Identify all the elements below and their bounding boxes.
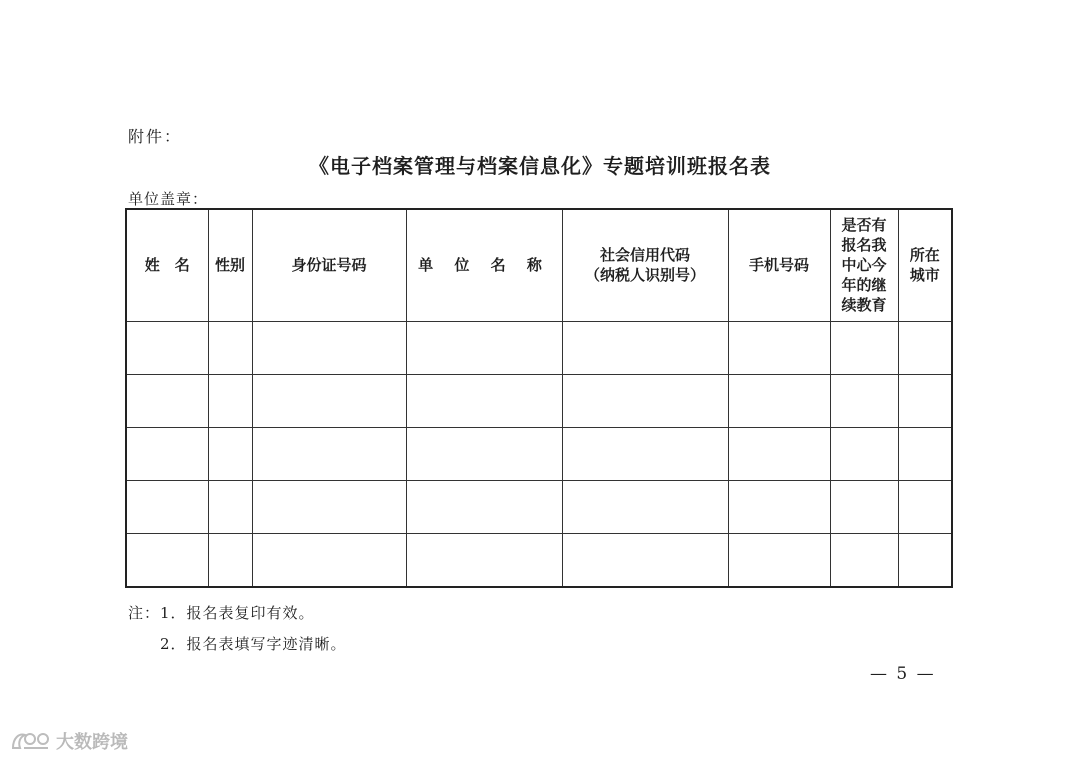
table-cell (562, 534, 728, 587)
col-gender: 性别 (208, 209, 252, 321)
table-row (126, 534, 952, 587)
form-title: 《电子档案管理与档案信息化》专题培训班报名表 (309, 154, 771, 178)
table-cell (830, 427, 898, 480)
col-phone: 手机号码 (728, 209, 830, 321)
table-cell (830, 321, 898, 374)
table-cell (830, 534, 898, 587)
table-cell (728, 374, 830, 427)
table-cell (126, 481, 208, 534)
col-continuing-education: 是否有 报名我 中心今 年的继 续教育 (830, 209, 898, 321)
table-cell (562, 321, 728, 374)
table-cell (208, 427, 252, 480)
table-cell (126, 534, 208, 587)
col-name: 姓 名 (126, 209, 208, 321)
table-cell (898, 427, 952, 480)
table-cell (126, 427, 208, 480)
col-credit-code: 社会信用代码 （纳税人识别号） (562, 209, 728, 321)
col-id-number: 身份证号码 (252, 209, 406, 321)
table-cell (728, 321, 830, 374)
table-cell (898, 534, 952, 587)
table-cell (126, 374, 208, 427)
table-cell (126, 321, 208, 374)
page-number: — 5 — (870, 664, 936, 684)
table-cell (252, 374, 406, 427)
col-unit-name: 单 位 名 称 (406, 209, 562, 321)
registration-table (125, 208, 953, 588)
table-row (126, 481, 952, 534)
table-cell (562, 481, 728, 534)
table-cell (252, 534, 406, 587)
table-cell (208, 321, 252, 374)
watermark-text: 大数跨境 (56, 732, 128, 753)
table-cell (406, 321, 562, 374)
table-cell (830, 481, 898, 534)
attachment-label: 附件： (128, 127, 183, 146)
table-cell (830, 374, 898, 427)
table-cell (208, 374, 252, 427)
table-cell (562, 427, 728, 480)
table-header-row (126, 209, 952, 321)
table-cell (728, 481, 830, 534)
col-city: 所在 城市 (898, 209, 952, 321)
table-cell (252, 321, 406, 374)
table-cell (406, 481, 562, 534)
table-row (126, 374, 952, 427)
table-cell (728, 534, 830, 587)
unit-stamp-label: 单位盖章： (128, 190, 209, 208)
table-cell (898, 374, 952, 427)
table-cell (562, 374, 728, 427)
table-cell (406, 374, 562, 427)
notes (128, 598, 347, 660)
table-cell (208, 534, 252, 587)
table-cell (252, 427, 406, 480)
table-cell (898, 321, 952, 374)
watermark (10, 728, 128, 754)
table-cell (406, 534, 562, 587)
table-cell (208, 481, 252, 534)
note-line-2: 2．报名表填写字迹清晰。 (160, 635, 347, 653)
table-row (126, 427, 952, 480)
table-cell (728, 427, 830, 480)
table-cell (898, 481, 952, 534)
brand-logo-icon (10, 730, 52, 752)
table-cell (406, 427, 562, 480)
table-row (126, 321, 952, 374)
note-line-1: 注：1．报名表复印有效。 (128, 604, 315, 622)
table-cell (252, 481, 406, 534)
